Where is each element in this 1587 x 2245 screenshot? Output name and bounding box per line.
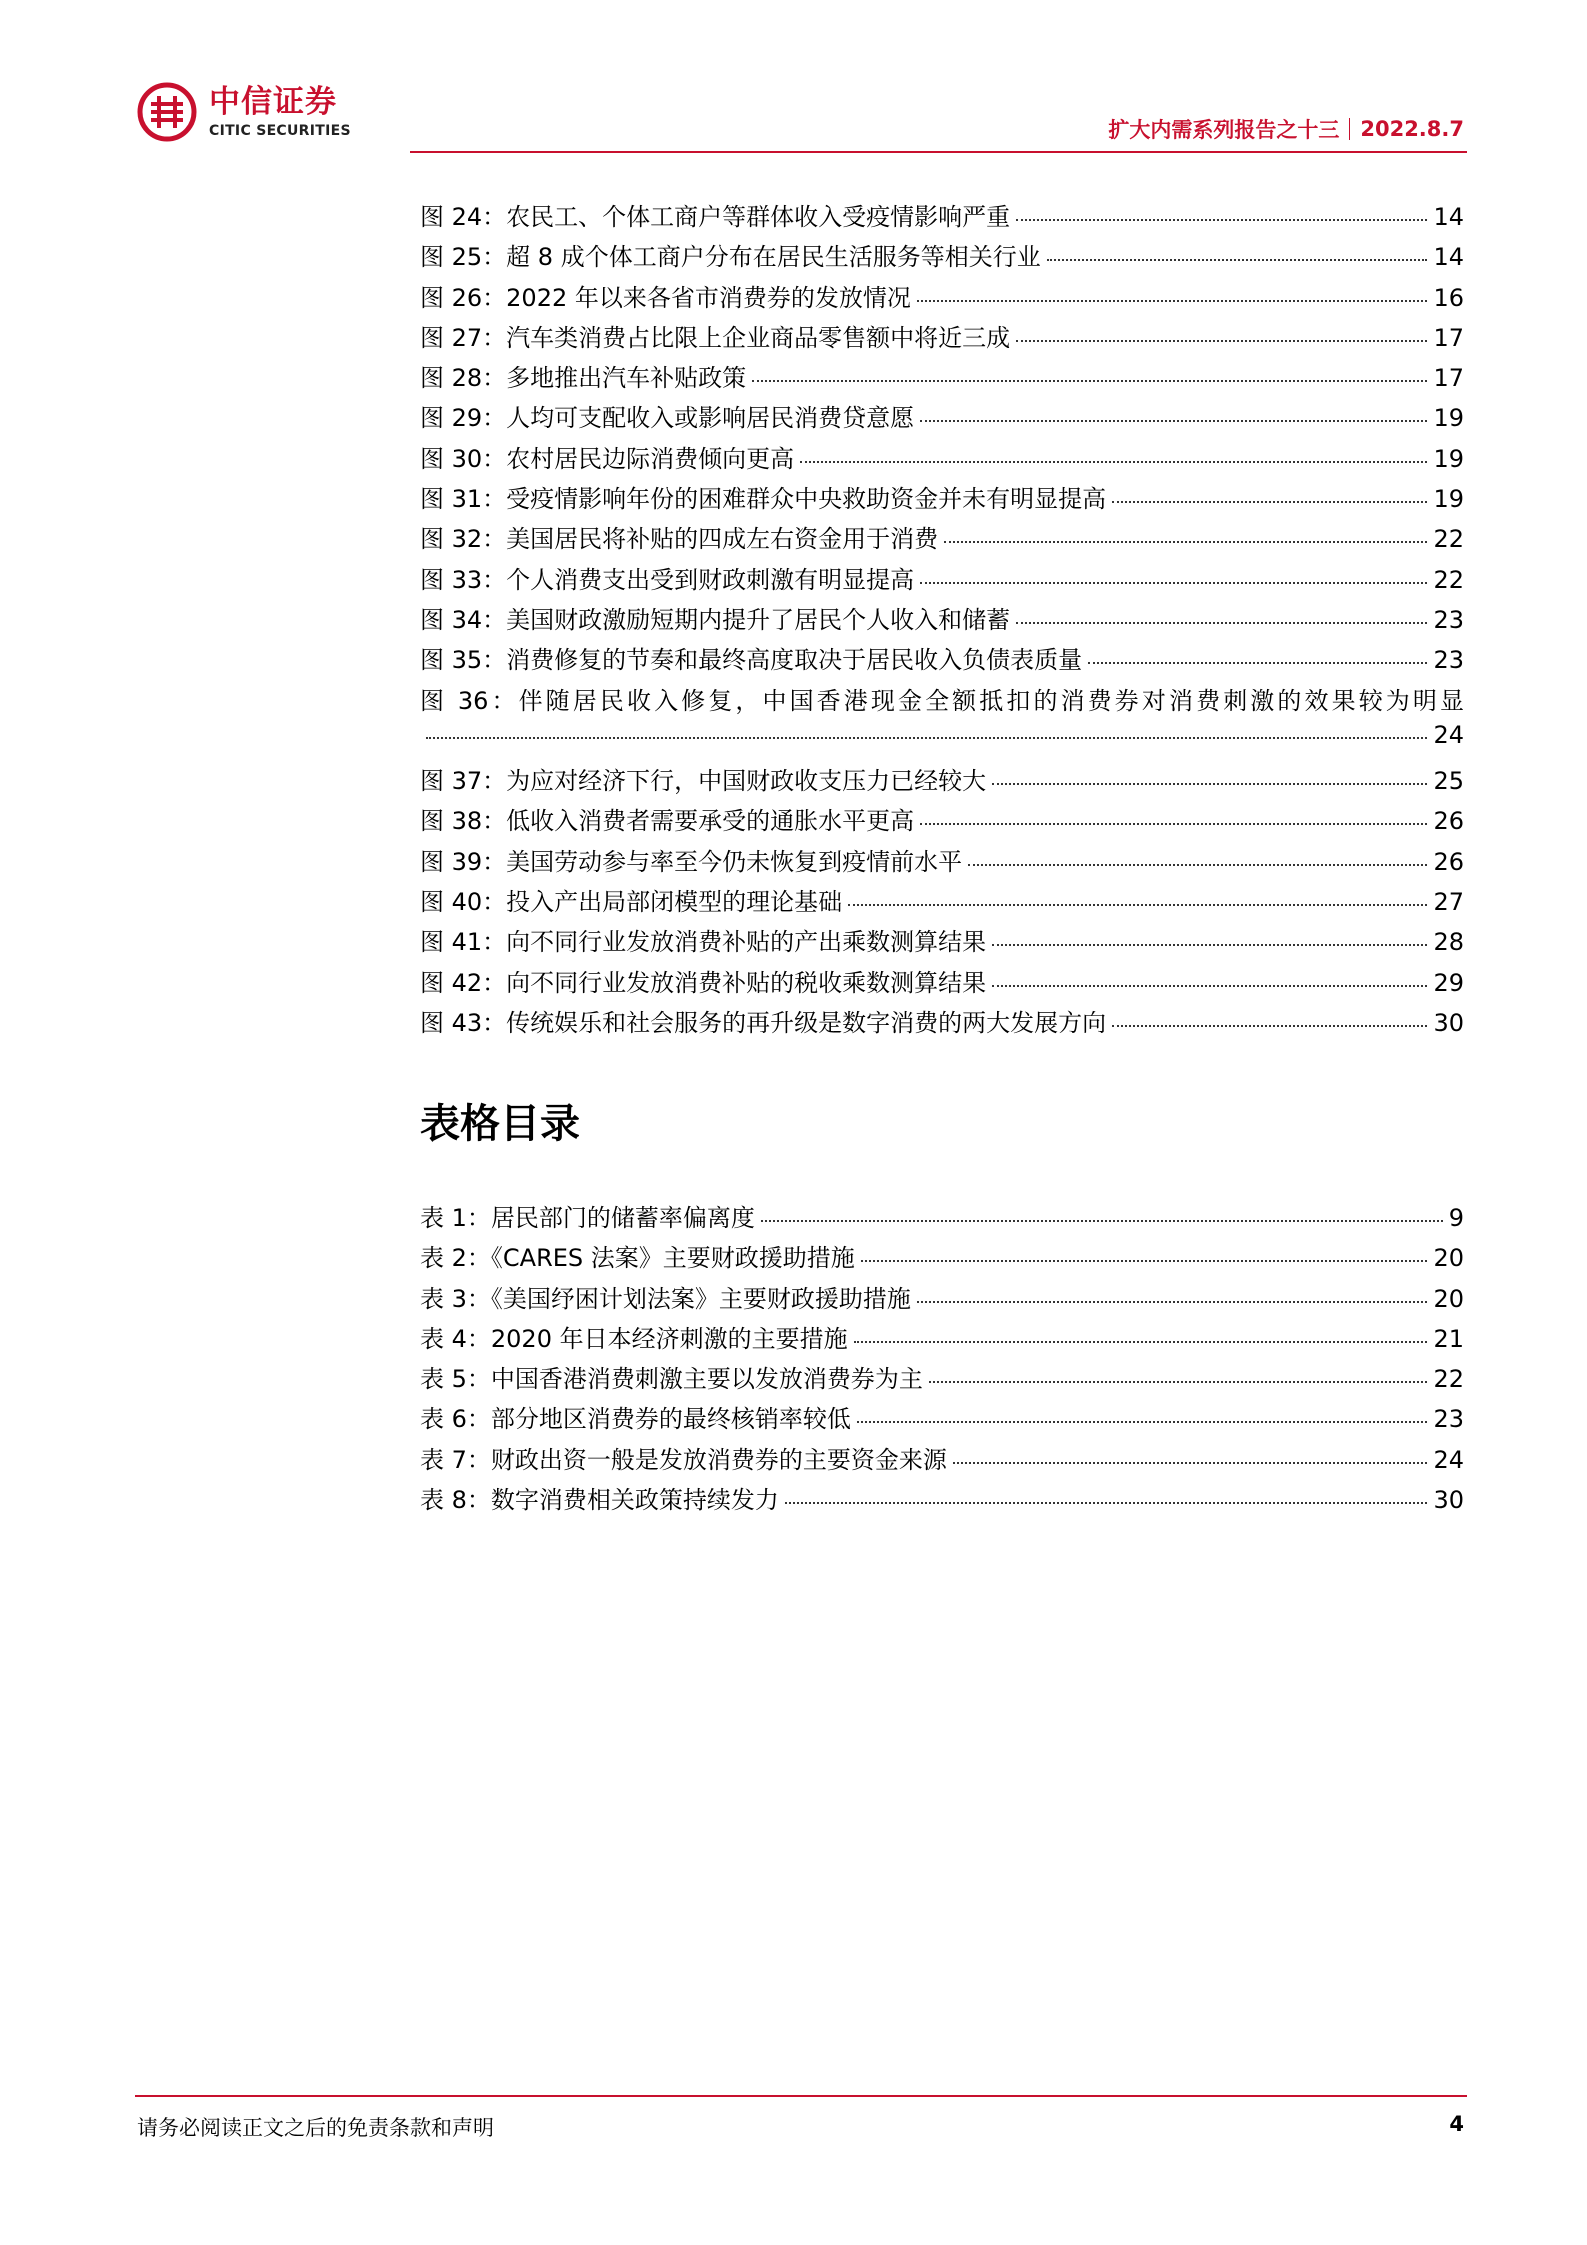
toc-entry[interactable] [420, 1440, 1464, 1480]
tables-toc [420, 1198, 1464, 1520]
toc-entry-title: 图 32：美国居民将补贴的四成左右资金用于消费 [420, 525, 939, 554]
logo-chinese-name: 中信证券 [209, 83, 337, 120]
figures-toc [420, 197, 1464, 1043]
company-logo [137, 82, 351, 142]
toc-entry-page: 26 [1433, 847, 1464, 876]
toc-entry-page: 23 [1433, 1405, 1464, 1434]
toc-entry[interactable] [420, 1238, 1464, 1278]
toc-entry[interactable] [420, 1003, 1464, 1043]
toc-entry[interactable] [420, 358, 1464, 398]
toc-entry-page: 30 [1433, 1486, 1464, 1515]
toc-entry-page: 30 [1433, 1008, 1464, 1037]
toc-leader-dots [426, 737, 1427, 739]
toc-entry[interactable] [420, 963, 1464, 1003]
toc-entry[interactable] [420, 439, 1464, 479]
toc-entry[interactable] [420, 761, 1464, 801]
toc-entry[interactable] [420, 640, 1464, 680]
toc-entry-title: 表 4：2020 年日本经济刺激的主要措施 [420, 1324, 848, 1353]
logo-english-name: CITIC SECURITIES [209, 122, 351, 139]
toc-entry-page: 20 [1433, 1244, 1464, 1273]
toc-leader-dots [861, 1260, 1428, 1262]
citic-logo-icon [137, 82, 197, 142]
toc-leader-dots [1016, 340, 1427, 342]
toc-entry[interactable] [420, 1319, 1464, 1359]
toc-leader-dots [848, 904, 1427, 906]
toc-entry-title: 表 5：中国香港消费刺激主要以发放消费券为主 [420, 1365, 923, 1394]
toc-leader-dots [992, 985, 1427, 987]
toc-leader-dots [800, 461, 1427, 463]
toc-leader-dots [920, 582, 1427, 584]
tables-toc-heading: 表格目录 [420, 1101, 580, 1147]
toc-entry[interactable] [420, 560, 1464, 600]
toc-entry-title: 表 7：财政出资一般是发放消费券的主要资金来源 [420, 1445, 947, 1474]
toc-entry-page: 28 [1433, 928, 1464, 957]
toc-entry-title: 图 38：低收入消费者需要承受的通胀水平更高 [420, 807, 915, 836]
toc-entry-title: 图 28：多地推出汽车补贴政策 [420, 364, 747, 393]
toc-entry-title: 图 35：消费修复的节奏和最终高度取决于居民收入负债表质量 [420, 646, 1083, 675]
toc-leader-dots [1016, 622, 1427, 624]
toc-entry-page: 19 [1433, 485, 1464, 514]
toc-entry[interactable] [420, 519, 1464, 559]
toc-entry-title: 图 40：投入产出局部闭模型的理论基础 [420, 888, 843, 917]
footer-divider [135, 2095, 1467, 2097]
toc-entry[interactable] [420, 318, 1464, 358]
report-series: 扩大内需系列报告之十三 [1108, 118, 1340, 142]
toc-entry-page: 22 [1433, 1365, 1464, 1394]
toc-entry-title: 图 29：人均可支配收入或影响居民消费贷意愿 [420, 404, 915, 433]
toc-entry-title: 图 41：向不同行业发放消费补贴的产出乘数测算结果 [420, 928, 987, 957]
header-separator [1349, 118, 1350, 140]
toc-entry-title: 图 30：农村居民边际消费倾向更高 [420, 444, 795, 473]
toc-entry-page: 22 [1433, 565, 1464, 594]
toc-entry-title: 图 37：为应对经济下行，中国财政收支压力已经较大 [420, 767, 987, 796]
toc-entry[interactable] [420, 1480, 1464, 1520]
toc-entry[interactable] [420, 1399, 1464, 1439]
toc-entry-page: 17 [1433, 364, 1464, 393]
toc-entry-title: 图 42：向不同行业发放消费补贴的税收乘数测算结果 [420, 968, 987, 997]
toc-entry-page: 14 [1433, 243, 1464, 272]
toc-entry-page: 19 [1433, 404, 1464, 433]
toc-leader-dots [1047, 259, 1428, 261]
toc-entry-title: 图 34：美国财政激励短期内提升了居民个人收入和储蓄 [420, 605, 1011, 634]
footer-disclaimer: 请务必阅读正文之后的免责条款和声明 [137, 2116, 494, 2140]
toc-entry-title: 表 8：数字消费相关政策持续发力 [420, 1486, 779, 1515]
toc-leader-dots [1016, 219, 1427, 221]
toc-leader-dots [920, 823, 1427, 825]
toc-entry-page: 29 [1433, 968, 1464, 997]
toc-entry-title: 图 27：汽车类消费占比限上企业商品零售额中将近三成 [420, 323, 1011, 352]
toc-entry-title: 表 1：居民部门的储蓄率偏离度 [420, 1204, 755, 1232]
toc-entry-page: 22 [1433, 525, 1464, 554]
toc-entry[interactable] [420, 479, 1464, 519]
toc-entry-page: 25 [1433, 767, 1464, 796]
toc-entry[interactable] [420, 922, 1464, 962]
toc-entry[interactable] [420, 398, 1464, 438]
toc-leader-dots [917, 300, 1428, 302]
toc-entry[interactable] [420, 1279, 1464, 1319]
toc-entry[interactable] [420, 801, 1464, 841]
toc-leader-dots [1112, 1025, 1427, 1027]
toc-entry[interactable] [420, 600, 1464, 640]
toc-entry[interactable] [420, 1198, 1464, 1238]
toc-entry-page: 9 [1448, 1204, 1464, 1232]
toc-entry-page: 27 [1433, 888, 1464, 917]
toc-entry-title: 图 25：超 8 成个体工商户分布在居民生活服务等相关行业 [420, 243, 1041, 272]
toc-leader-dots [929, 1381, 1428, 1383]
toc-leader-dots [857, 1421, 1428, 1423]
toc-leader-dots [920, 420, 1427, 422]
page-number: 4 [1449, 2112, 1464, 2136]
report-date: 2022.8.7 [1360, 117, 1464, 141]
toc-entry-page: 19 [1433, 444, 1464, 473]
toc-entry-page: 21 [1433, 1324, 1464, 1353]
toc-entry[interactable] [420, 278, 1464, 318]
toc-entry-page: 20 [1433, 1284, 1464, 1313]
toc-leader-dots [752, 380, 1427, 382]
toc-entry-page: 24 [1433, 1445, 1464, 1474]
toc-leader-dots [968, 864, 1427, 866]
toc-leader-dots [1088, 662, 1427, 664]
toc-entry-title: 图 31：受疫情影响年份的困难群众中央救助资金并未有明显提高 [420, 485, 1107, 514]
toc-entry-page: 24 [1433, 720, 1464, 749]
toc-leader-dots [785, 1502, 1428, 1504]
toc-entry-title: 图 33：个人消费支出受到财政刺激有明显提高 [420, 565, 915, 594]
toc-entry-page: 23 [1433, 646, 1464, 675]
toc-entry[interactable] [420, 1359, 1464, 1399]
toc-leader-dots [944, 541, 1427, 543]
toc-entry-title: 表 2：《CARES 法案》主要财政援助措施 [420, 1244, 855, 1273]
toc-entry[interactable] [420, 237, 1464, 277]
toc-entry[interactable] [420, 197, 1464, 237]
toc-entry-page: 23 [1433, 605, 1464, 634]
toc-entry[interactable] [420, 882, 1464, 922]
toc-entry-title: 图 43：传统娱乐和社会服务的再升级是数字消费的两大发展方向 [420, 1008, 1107, 1037]
toc-leader-dots [854, 1341, 1428, 1343]
header-divider [410, 151, 1467, 153]
toc-entry-title: 图 39：美国劳动参与率至今仍未恢复到疫情前水平 [420, 847, 963, 876]
toc-leader-dots [992, 944, 1427, 946]
toc-entry-title: 表 6：部分地区消费券的最终核销率较低 [420, 1405, 851, 1434]
toc-entry-title: 表 3：《美国纾困计划法案》主要财政援助措施 [420, 1284, 911, 1313]
toc-entry-title: 图 24：农民工、个体工商户等群体收入受疫情影响严重 [420, 203, 1011, 231]
toc-entry-page: 26 [1433, 807, 1464, 836]
toc-entry[interactable] [420, 842, 1464, 882]
toc-entry-title: 图 26：2022 年以来各省市消费券的发放情况 [420, 283, 911, 312]
toc-entry-page: 17 [1433, 323, 1464, 352]
toc-entry-page: 14 [1433, 203, 1464, 231]
toc-leader-dots [761, 1220, 1443, 1222]
report-header [1108, 114, 1464, 144]
toc-leader-dots [992, 783, 1427, 785]
toc-leader-dots [953, 1462, 1428, 1464]
toc-leader-dots [1112, 501, 1427, 503]
toc-entry[interactable] [420, 681, 1464, 762]
toc-leader-dots [917, 1301, 1428, 1303]
toc-entry-title: 图 36：伴随居民收入修复，中国香港现金全额抵扣的消费券对消费刺激的效果较为明显 [420, 686, 1464, 715]
toc-entry-page: 16 [1433, 283, 1464, 312]
